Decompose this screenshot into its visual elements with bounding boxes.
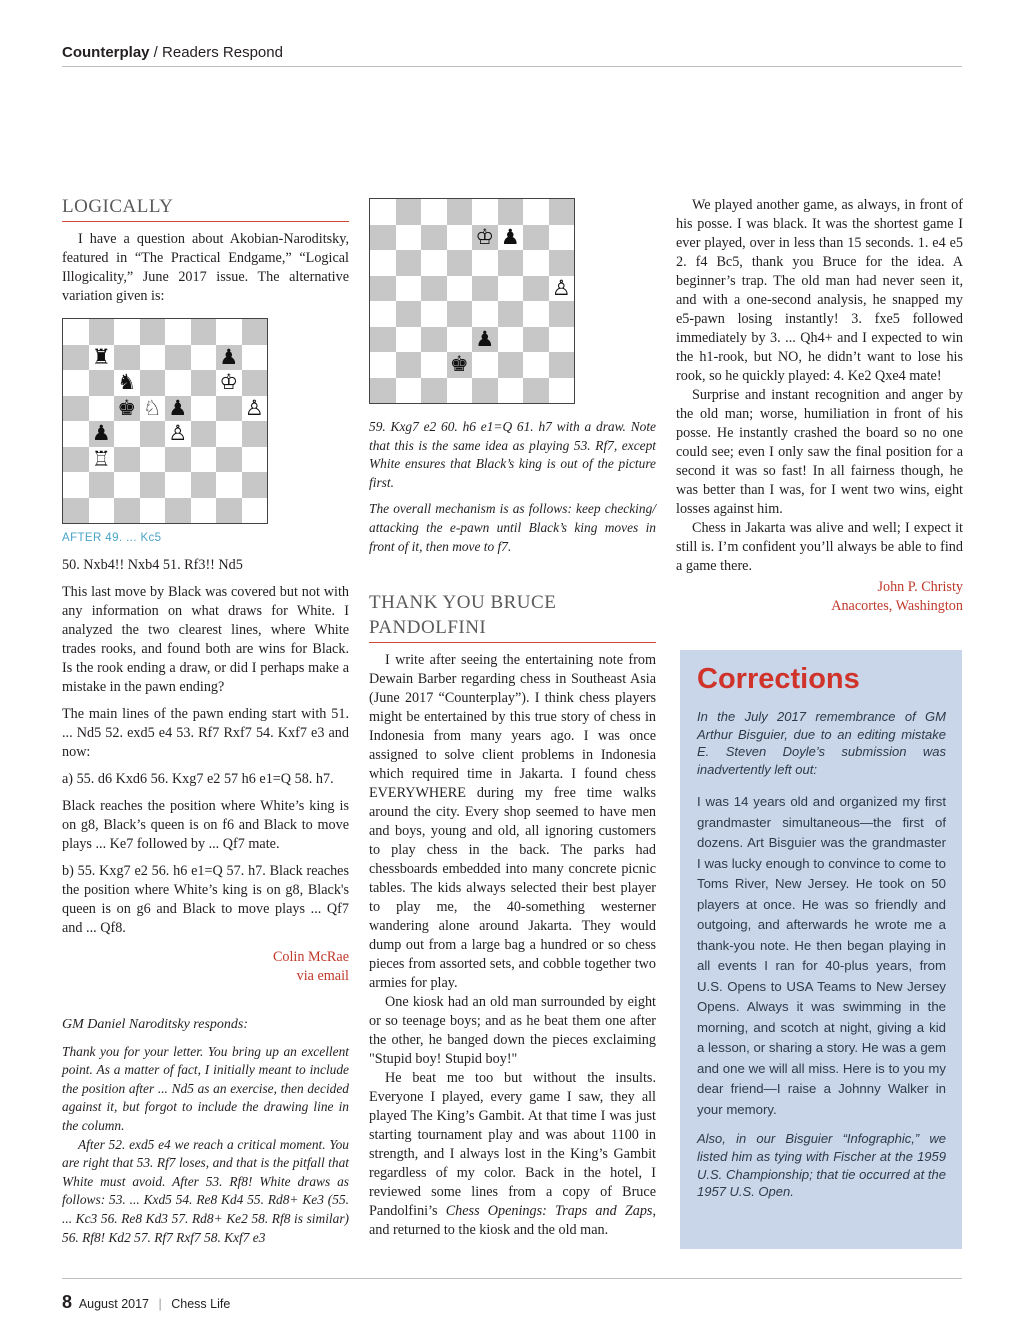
- board-square: [472, 199, 498, 225]
- letter-paragraph: I write after seeing the entertaining note from Dewain Barber regarding chess in Southeast Asia (June 2017 “Counterplay”). I think chess players might be entertained by this true story of chess in Indonesia from many years ago. I was once assigned to solve client problems in Indonesia which required time in Jakarta. I found chess EVERYWHERE during my free time walks around the city. Every shop seemed to have men and boys, young and old, all ignoring customers to play chess in the back. The parks had chessboards embedded into many concrete picnic tables. The kids always selected their best player to play me, the 40-something westerner wandering alone around Jakarta. They would dump out from a large bag a hundred or so chess pieces from assorted sets, and cobble together two armies for play.: [369, 652, 656, 992]
- page-number: 8: [62, 1292, 73, 1312]
- board-square: [549, 199, 575, 225]
- board-square: [421, 276, 447, 302]
- board-square: [191, 421, 217, 447]
- chessboard-1: [62, 318, 268, 524]
- footer-rule: [62, 1278, 962, 1279]
- board-square: [140, 319, 166, 345]
- board-square: [216, 396, 242, 422]
- chess-piece-icon: ♚: [117, 395, 137, 420]
- section-rule: [62, 221, 349, 222]
- footer-issue: August 2017: [78, 1297, 150, 1311]
- board-square: [140, 472, 166, 498]
- board-square: [370, 250, 396, 276]
- header-subsection: Readers Respond: [162, 44, 283, 61]
- board-square: [421, 250, 447, 276]
- board-square: [140, 396, 166, 422]
- board-square: [140, 447, 166, 473]
- text-run: , and returned to the kiosk and the old man.: [369, 1203, 656, 1239]
- moves-line: 50. Nxb4!! Nxb4 51. Rf3!! Nd5: [62, 557, 243, 573]
- board-square: [396, 250, 422, 276]
- board-square: [114, 345, 140, 371]
- board-square: [370, 199, 396, 225]
- board-square: [498, 327, 524, 353]
- chessboard-2: [369, 198, 575, 404]
- chess-piece-icon: ♞: [117, 370, 137, 395]
- header-separator: /: [149, 44, 163, 61]
- board-square: [370, 378, 396, 404]
- board-square: [447, 301, 473, 327]
- chess-piece-icon: ♙: [551, 275, 571, 300]
- board-square: [216, 472, 242, 498]
- board-square: [396, 225, 422, 251]
- board-square: [523, 327, 549, 353]
- board-square: [242, 498, 268, 524]
- board-square: [472, 327, 498, 353]
- corrections-intro: In the July 2017 remembrance of GM Arthur Bisguier, due to an editing mistake E. Steven Doyle’s submission was inadvertently left out:: [697, 709, 946, 777]
- board-square: [114, 498, 140, 524]
- board-square: [165, 498, 191, 524]
- board-square: [549, 301, 575, 327]
- board-square: [191, 396, 217, 422]
- corrections-body: I was 14 years old and organized my first grandmaster simultaneous—the first of dozens. Art Bisguier was the grandmaster I was lucky enough to convince to come to Toms River, New Jersey. He took on 50 players at once. He was so friendly and outgoing, and afterwards he wrote me a thank-you note. He then began playing in all events I ran for 40-plus years, from U.S. Opens to USA Teams to New Jersey Opens. Always it was swimming in the morning, and scotch at night, giving a kid a lesson, or sharing a story. He was a gem and one we will all miss. Here is to you my dear friend—I raise a Johnny Walker in your memory.: [697, 794, 946, 1117]
- board-square: [370, 352, 396, 378]
- board-square: [140, 498, 166, 524]
- response-paragraph: 59. Kxg7 e2 60. h6 e1=Q 61. h7 with a draw. Note that this is the same idea as playing 53. Rf7, except White ensures that Black’s king is out of the picture first.: [369, 419, 656, 490]
- section-title-pandolfini: THANK YOU BRUCE PANDOLFINI: [369, 592, 557, 639]
- board-square: [498, 352, 524, 378]
- chess-piece-icon: ♖: [91, 446, 111, 471]
- letter-paragraph: b) 55. Kxg7 e2 56. h6 e1=Q 57. h7. Black reaches the position where White’s king is on g8, Black's queen is on g6 and Black to move plays ... Qf7 and ... Qf8.: [62, 863, 349, 936]
- board-square: [396, 352, 422, 378]
- board-square: [114, 370, 140, 396]
- board-square: [472, 378, 498, 404]
- board-square: [165, 370, 191, 396]
- letter-paragraph: The main lines of the pawn ending start with 51. ... Nd5 52. exd5 e4 53. Rf7 Rxf7 54. Kxf7 e3 and now:: [62, 706, 349, 760]
- board-square: [216, 447, 242, 473]
- chess-piece-icon: ♘: [142, 395, 162, 420]
- board-square: [63, 447, 89, 473]
- running-header: [62, 44, 962, 66]
- board-square: [370, 327, 396, 353]
- board-square: [63, 345, 89, 371]
- response-paragraph: Thank you for your letter. You bring up an excellent point. As a matter of fact, I initially meant to include the position after ... Nd5 as an exercise, then decided against it, but forgot to include the drawing line in the column.: [62, 1043, 349, 1133]
- diagram-caption: AFTER 49. ... Kc5: [62, 532, 162, 544]
- board-square: [63, 472, 89, 498]
- board-square: [549, 276, 575, 302]
- board-square: [191, 447, 217, 473]
- letter-paragraph: We played another game, as always, in front of his posse. I was black. It was the shortest game I ever played, over in less than 15 seconds. 1. e4 e5 2. f4 Bc5, thank you Bruce for the idea. A beginner’s trap. The old man had never seen it, and with a one-second analysis, he snapped my e5-pawn losing instantly! 3. fxe5 followed immediately by 3. ... Qh4+ and I expected to win the h1-rook, but NO, he didn’t want to lose his rook, so he quickly played: 4. Ke2 Qxe4 mate!: [676, 197, 963, 384]
- board-square: [396, 327, 422, 353]
- board-square: [242, 370, 268, 396]
- board-square: [549, 378, 575, 404]
- signature-mcrae: [62, 948, 349, 986]
- board-square: [523, 199, 549, 225]
- section-title-logically: LOGICALLY: [62, 196, 174, 217]
- board-square: [549, 352, 575, 378]
- board-square: [140, 345, 166, 371]
- board-square: [370, 225, 396, 251]
- board-square: [523, 378, 549, 404]
- board-square: [165, 421, 191, 447]
- board-square: [447, 378, 473, 404]
- letter-intro: I have a question about Akobian-Naroditsky, featured in “The Practical Endgame,” “Logical Illogicality,” June 2017 issue. The alternative variation given is:: [62, 231, 349, 304]
- board-square: [242, 421, 268, 447]
- board-square: [63, 319, 89, 345]
- board-square: [549, 250, 575, 276]
- board-square: [421, 327, 447, 353]
- chess-piece-icon: ♔: [475, 224, 495, 249]
- board-square: [523, 352, 549, 378]
- corrections-box: [680, 650, 962, 1249]
- chess-piece-icon: ♙: [244, 395, 264, 420]
- board-square: [63, 370, 89, 396]
- corrections-outro: Also, in our Bisguier “Infographic,” we listed him as tying with Fischer at the 1959 U.S. Championship; that tie occurred at the 1957 U.S. Open.: [697, 1131, 946, 1200]
- letter-paragraph: Surprise and instant recognition and anger by the old man; worse, humiliation in front of his posse. He instantly crashed the board so no one could see; even I only saw the final position for a second it was so fast! In all fairness though, he was better than I was, for I went two wins, eight losses against him.: [676, 387, 963, 517]
- board-square: [447, 327, 473, 353]
- diagram-1: [62, 318, 349, 544]
- section-rule: [369, 642, 656, 643]
- board-square: [89, 396, 115, 422]
- board-square: [549, 327, 575, 353]
- letter-paragraph: Chess in Jakarta was alive and well; I expect it still is. I’m confident you’ll always be able to find a game there.: [676, 520, 963, 574]
- board-square: [114, 396, 140, 422]
- board-square: [472, 352, 498, 378]
- board-square: [216, 319, 242, 345]
- board-square: [447, 225, 473, 251]
- board-square: [89, 472, 115, 498]
- board-square: [523, 301, 549, 327]
- board-square: [89, 421, 115, 447]
- board-square: [114, 319, 140, 345]
- board-square: [242, 345, 268, 371]
- footer-divider: |: [158, 1297, 162, 1311]
- board-square: [165, 396, 191, 422]
- board-square: [165, 319, 191, 345]
- board-square: [216, 498, 242, 524]
- board-square: [498, 199, 524, 225]
- board-square: [421, 199, 447, 225]
- board-square: [63, 421, 89, 447]
- board-square: [421, 352, 447, 378]
- column-right: [676, 196, 963, 616]
- response-paragraph: After 52. exd5 e4 we reach a critical moment. You are right that 53. Rf7 loses, and that is the pitfall that White must avoid. After 53. Rf8! White draws as follows: 53. ... Kxd5 54. Re8 Kd4 55. Rd8+ Ke3 (55. ... Kc3 56. Re8 Kd3 57. Rd8+ Ke2 58. Rf8 is similar) 56. Rf8! Kd2 57. Rf7 Rxf7 58. Kxf7 e3: [62, 1136, 349, 1245]
- board-square: [140, 421, 166, 447]
- board-square: [523, 276, 549, 302]
- footer-magazine: Chess Life: [171, 1297, 231, 1311]
- chess-piece-icon: ♟: [475, 326, 495, 351]
- board-square: [242, 447, 268, 473]
- chess-piece-icon: ♟: [91, 421, 111, 446]
- signature-place: Anacortes, Washington: [831, 598, 963, 614]
- board-square: [114, 447, 140, 473]
- board-square: [396, 199, 422, 225]
- chess-piece-icon: ♚: [449, 352, 469, 377]
- board-square: [89, 447, 115, 473]
- board-square: [498, 225, 524, 251]
- board-square: [191, 498, 217, 524]
- board-square: [89, 319, 115, 345]
- letter-paragraph: This last move by Black was covered but not with any information on what draws for White. I analyzed the two clearest lines, where White trades rooks, and found both are wins for Black. Is the rook ending a draw, or did I perhaps make a mistake in the pawn ending?: [62, 584, 349, 695]
- letter-paragraph: Black reaches the position where White’s king is on g8, Black’s queen is on f6 and Black to move plays ... Ke7 followed by ... Qf7 mate.: [62, 798, 349, 852]
- signature-name: Colin McRae: [272, 949, 349, 965]
- chess-piece-icon: ♙: [168, 421, 188, 446]
- response-paragraph: The overall mechanism is as follows: keep checking/ attacking the e-pawn until Black’s king moves in front of it, then move to f7.: [369, 501, 656, 554]
- letter-paragraph: a) 55. d6 Kxd6 56. Kxg7 e2 57 h6 e1=Q 58. h7.: [62, 771, 334, 787]
- chess-piece-icon: ♟: [168, 395, 188, 420]
- board-square: [140, 370, 166, 396]
- chess-piece-icon: ♟: [219, 344, 239, 369]
- letter-paragraph: One kiosk had an old man surrounded by eight or so teenage boys; and as he beat them one after the other, he banged down the pieces exclaiming "Stupid boy! Stupid boy!": [369, 994, 656, 1068]
- board-square: [216, 370, 242, 396]
- board-square: [370, 276, 396, 302]
- board-square: [396, 378, 422, 404]
- header-section: Counterplay: [62, 44, 150, 61]
- board-square: [89, 370, 115, 396]
- board-square: [498, 301, 524, 327]
- board-square: [472, 276, 498, 302]
- board-square: [472, 250, 498, 276]
- board-square: [447, 276, 473, 302]
- page-footer: [62, 1292, 230, 1313]
- signature-name: John P. Christy: [877, 579, 963, 595]
- board-square: [114, 421, 140, 447]
- board-square: [165, 345, 191, 371]
- board-square: [472, 301, 498, 327]
- board-square: [242, 472, 268, 498]
- board-square: [165, 472, 191, 498]
- board-square: [447, 352, 473, 378]
- board-square: [523, 250, 549, 276]
- board-square: [165, 447, 191, 473]
- corrections-title: Corrections: [697, 663, 860, 695]
- book-title: Chess Openings: Traps and Zaps: [445, 1203, 653, 1220]
- board-square: [523, 225, 549, 251]
- column-left: [62, 194, 349, 1247]
- board-square: [242, 396, 268, 422]
- board-square: [114, 472, 140, 498]
- signature-place: via email: [296, 968, 349, 984]
- board-square: [370, 301, 396, 327]
- board-square: [191, 319, 217, 345]
- response-heading: GM Daniel Naroditsky responds:: [62, 1017, 248, 1032]
- board-square: [191, 345, 217, 371]
- board-square: [396, 276, 422, 302]
- board-square: [498, 378, 524, 404]
- board-square: [549, 225, 575, 251]
- board-square: [498, 250, 524, 276]
- letter-paragraph: [369, 1069, 656, 1240]
- board-square: [63, 396, 89, 422]
- board-square: [89, 498, 115, 524]
- signature-christy: [676, 578, 963, 616]
- board-square: [89, 345, 115, 371]
- board-square: [191, 472, 217, 498]
- board-square: [498, 276, 524, 302]
- text-run: He beat me too but without the insults. Everyone I played, every game I saw, they all played The King’s Gambit. At that time I was just starting tournament play and was about 1100 in strength, and I always lost in the King’s Gambit regardless of my color. Back in the hotel, I reviewed some lines from a copy of Bruce Pandolfini’s: [369, 1070, 656, 1220]
- board-square: [216, 345, 242, 371]
- board-square: [63, 498, 89, 524]
- board-square: [191, 370, 217, 396]
- board-square: [447, 199, 473, 225]
- column-middle: [369, 198, 656, 1240]
- board-square: [472, 225, 498, 251]
- board-square: [242, 319, 268, 345]
- chess-piece-icon: ♜: [91, 344, 111, 369]
- board-square: [447, 250, 473, 276]
- board-square: [421, 225, 447, 251]
- header-rule: [62, 66, 962, 67]
- chess-piece-icon: ♟: [500, 224, 520, 249]
- board-square: [216, 421, 242, 447]
- chess-piece-icon: ♔: [219, 370, 239, 395]
- board-square: [396, 301, 422, 327]
- board-square: [421, 378, 447, 404]
- board-square: [421, 301, 447, 327]
